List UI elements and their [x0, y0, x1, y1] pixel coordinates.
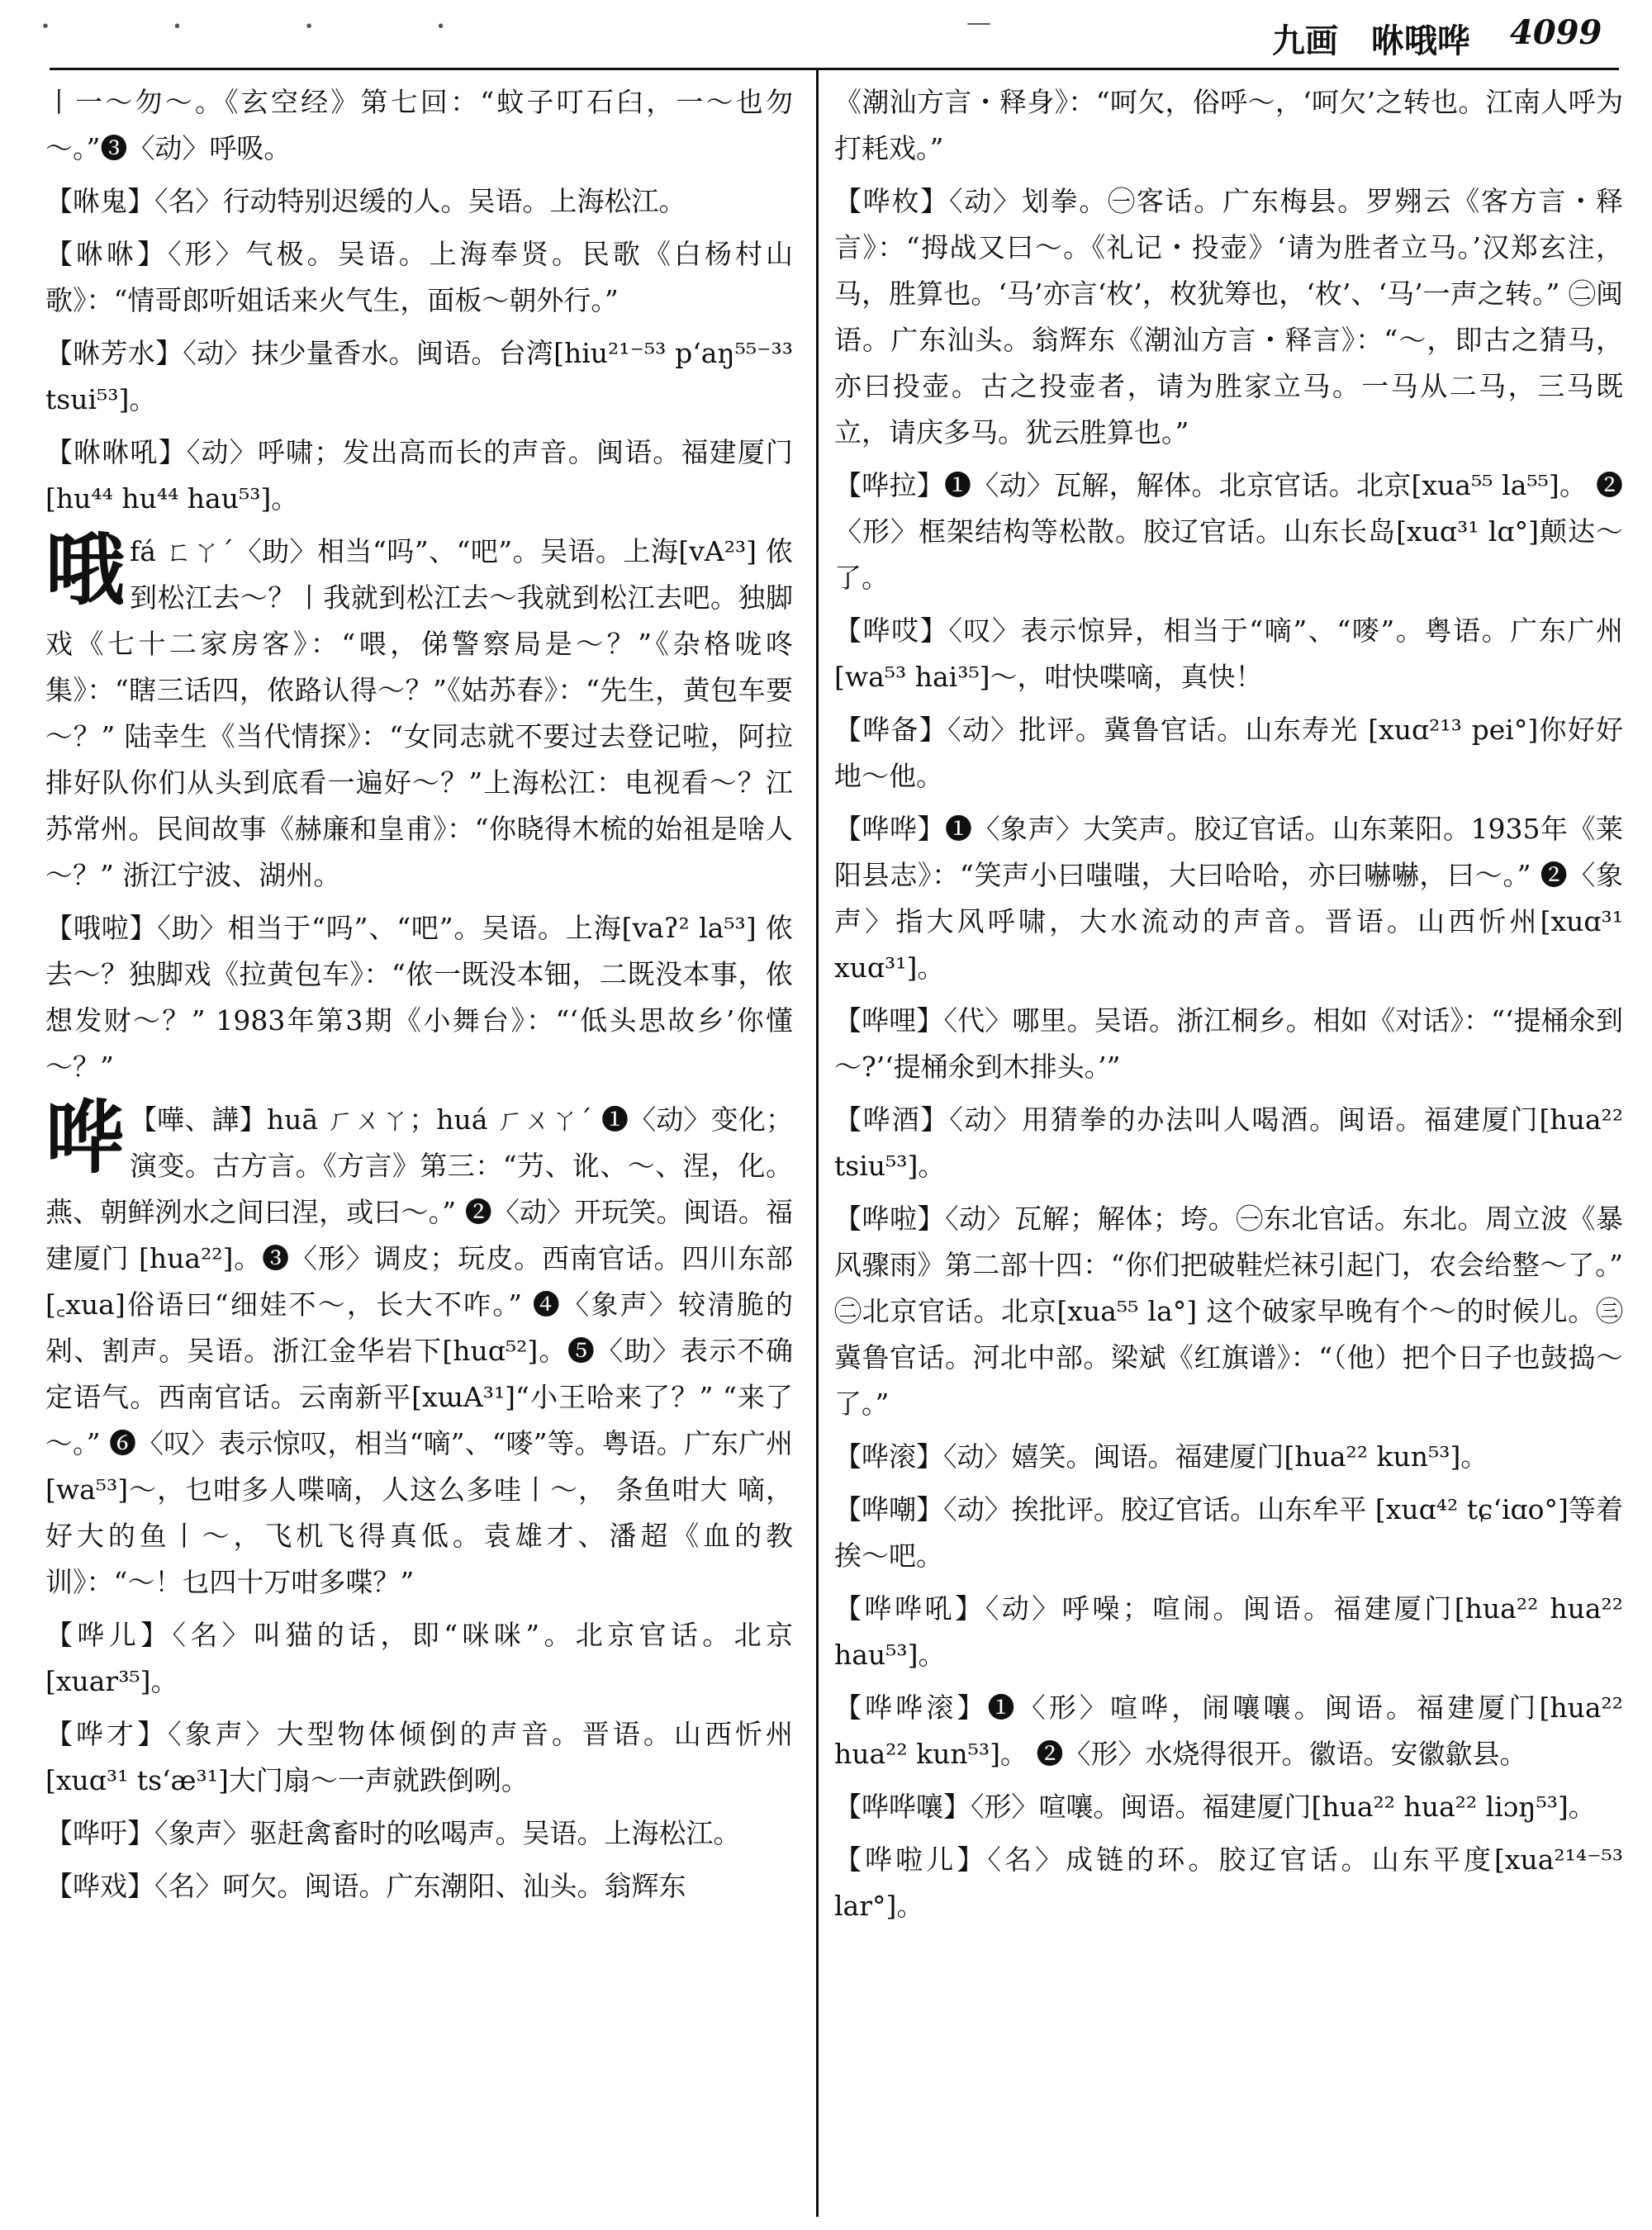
- header-marks: ・ ・ ・ ・: [33, 13, 503, 42]
- header-rule: [50, 68, 1619, 70]
- head-entry-hua: [45, 1091, 793, 1606]
- entry: 【哗吁】〈象声〉驱赶禽畜时的吆喝声。吴语。上海松江。: [45, 1817, 741, 1849]
- page-number: 4099: [1510, 13, 1602, 52]
- entry: 【哗酒】〈动〉用猜拳的办法叫人喝酒。闽语。福建厦门[hua²² tsiu⁵³]。: [834, 1103, 1623, 1182]
- entry-text: 【嘩、譁】huā ㄏㄨㄚ；huá ㄏㄨㄚˊ ❶〈动〉变化；演变。古方言。《方言》第三：“芀、讹、～、涅，化。燕、朝鲜洌水之间曰涅，或曰～。” ❷〈动〉开玩笑。闽语。福建厦门 [hua²²]。❸〈形〉调皮；玩皮。西南官话。四川东部[꜀xua]俗语曰“细娃不～，长大不咋。” ❹〈象声〉较清脆的剁、割声。吴语。浙江金华岩下[huɑ⁵²]。❺〈助〉表示不确定语气。西南官话。云南新平[xɯA³¹]“小王哈来了？” “来了～。” ❻〈叹〉表示惊叹，相当“嘀”、“嘜”等。粤语。广东广州[wa⁵³]～，乜咁多人喋嘀，人这么多哇丨～， 条鱼咁大 嘀，好大的鱼丨～，飞机飞得真低。袁雄才、潘超《血的教训》：“～！乜四十万咁多喋？”: [45, 1103, 793, 1598]
- left-column: [45, 79, 793, 1916]
- entry: 【哗拉】❶〈动〉瓦解，解体。北京官话。北京[xua⁵⁵ la⁵⁵]。 ❷〈形〉框架结构等松散。胶辽官话。山东长岛[xuɑ³¹ lɑ°]颠达～了。: [834, 469, 1623, 594]
- entry: 【哗啦】〈动〉瓦解；解体；垮。㊀东北官话。东北。周立波《暴风骤雨》第二部十四：“你们把破鞋烂袜引起门，农会给整～了。” ㊁北京官话。北京[xua⁵⁵ la°] 这个破家早晚有个～的时候儿。㊂冀鲁官话。河北中部。梁斌《红旗谱》：“（他）把个日子也鼓捣～了。”: [834, 1203, 1623, 1420]
- entry: 《潮汕方言・释身》：“呵欠，俗呼～，‘呵欠’之转也。江南人呼为打耗戏。”: [834, 86, 1623, 164]
- right-column: [834, 79, 1623, 1936]
- entry: 【哗哎】〈叹〉表示惊异，相当于“嘀”、“嘜”。粤语。广东广州[wa⁵³ hai³⁵]～，咁快喋嘀，真快！: [834, 614, 1623, 693]
- entry: 【哗哩】〈代〉哪里。吴语。浙江桐乡。相如《对话》：“‘提桶氽到～?’‘提桶氽到木排头。’”: [834, 1004, 1623, 1083]
- entry: 【咻鬼】〈名〉行动特别迟缓的人。吴语。上海松江。: [45, 185, 686, 217]
- entry-text: fá ㄈㄚˊ〈助〉相当“吗”、“吧”。吴语。上海[vA²³] 侬到松江去～？丨我就到松江去～我就到松江去吧。独脚戏《七十二家房客》：“喂，俤警察局是～？”《杂格咙咚集》：“瞎三话四，侬路认得～？”《姑苏春》：“先生，黄包车要～？” 陆幸生《当代情探》：“女同志就不要过去登记啦，阿拉排好队你们从头到底看一遍好～？”上海松江：电视看～？江苏常州。民间故事《赫廉和皇甫》：“你晓得木梳的始祖是啥人～？” 浙江宁波、湖州。: [45, 535, 793, 891]
- entry: 【哗啦儿】〈名〉成链的环。胶辽官话。山东平度[xua²¹⁴⁻⁵³ lar°]。: [834, 1843, 1623, 1922]
- entry: 【哗哗】❶〈象声〉大笑声。胶辽官话。山东莱阳。1935年《莱阳县志》：“笑声小曰嗤嗤，大曰哈哈，亦曰嚇嚇，曰～。” ❷〈象声〉指大风呼啸，大水流动的声音。晋语。山西忻州[xuɑ³¹ xuɑ³¹]。: [834, 813, 1623, 984]
- section-label: 九画: [1272, 21, 1338, 60]
- entry: 【咻咻吼】〈动〉呼啸；发出高而长的声音。闽语。福建厦门[hu⁴⁴ hu⁴⁴ hau⁵³]。: [45, 436, 793, 515]
- entry: 【哗戏】〈名〉呵欠。闽语。广东潮阳、汕头。翁辉东: [45, 1870, 686, 1902]
- running-headwords: 咻哦哗: [1371, 21, 1470, 60]
- big-headword: 哗: [45, 1091, 125, 1184]
- entry: 【哗嘲】〈动〉挨批评。胶辽官话。山东牟平 [xuɑ⁴² tɕʻiɑo°]等着挨～吧。: [834, 1493, 1623, 1572]
- big-headword: 哦: [45, 523, 125, 616]
- entry: 【哗滚】〈动〉嬉笑。闽语。福建厦门[hua²² kun⁵³]。: [834, 1440, 1488, 1473]
- entry: 【哗哗嚷】〈形〉喧嚷。闽语。福建厦门[hua²² hua²² liɔŋ⁵³]。: [834, 1791, 1596, 1823]
- entry: 【哗枚】〈动〉划拳。㊀客话。广东梅县。罗翙云《客方言・释言》：“拇战又曰～。《礼记・投壶》‘请为胜者立马。’汉郑玄注，马，胜算也。‘马’亦言‘枚’，枚犹筹也，‘枚’、‘马’一声之转。” ㊁闽语。广东汕头。翁辉东《潮汕方言・释言》：“～，即古之猜马，亦曰投壶。古之投壶者，请为胜家立马。一马从二马，三马既立，请庆多马。犹云胜算也。”: [834, 185, 1623, 448]
- header-dash: —: [966, 8, 991, 37]
- column-divider: [816, 69, 819, 2217]
- head-entry-e: [45, 523, 793, 899]
- entry: 丨一～勿～。《玄空经》第七回：“蚊子叮石臼，一～也勿～。”❸〈动〉呼吸。: [45, 86, 793, 164]
- entry: 【哗备】〈动〉批评。冀鲁官话。山东寿光 [xuɑ²¹³ pei°]你好好地～他。: [834, 714, 1623, 792]
- page-header: [0, 0, 1652, 76]
- entry: 【咻咻】〈形〉气极。吴语。上海奉贤。民歌《白杨村山歌》：“情哥郎听姐话来火气生，面板～朝外行。”: [45, 238, 793, 316]
- entry: 【哗才】〈象声〉大型物体倾倒的声音。晋语。山西忻州[xuɑ³¹ tsʻæ³¹]大门扇～一声就跌倒咧。: [45, 1718, 793, 1796]
- entry: 【哗哗吼】〈动〉呼噪；喧闹。闽语。福建厦门[hua²² hua²² hau⁵³]。: [834, 1592, 1623, 1671]
- entry: 【哦啦】〈助〉相当于“吗”、“吧”。吴语。上海[vaʔ² la⁵³] 侬去～？独脚戏《拉黄包车》：“侬一既没本钿，二既没本事，侬想发财～？” 1983年第3期《小舞台》：“‘低头思故乡’你懂～？”: [45, 912, 793, 1083]
- entry: 【咻芳水】〈动〉抹少量香水。闽语。台湾[hiu²¹⁻⁵³ pʻaŋ⁵⁵⁻³³ tsui⁵³]。: [45, 337, 793, 415]
- entry: 【哗哗滚】❶〈形〉喧哗，闹嚷嚷。闽语。福建厦门[hua²² hua²² kun⁵³]。 ❷〈形〉水烧得很开。徽语。安徽歙县。: [834, 1691, 1623, 1770]
- entry: 【哗儿】〈名〉叫猫的话，即“咪咪”。北京官话。北京[xuar³⁵]。: [45, 1619, 793, 1697]
